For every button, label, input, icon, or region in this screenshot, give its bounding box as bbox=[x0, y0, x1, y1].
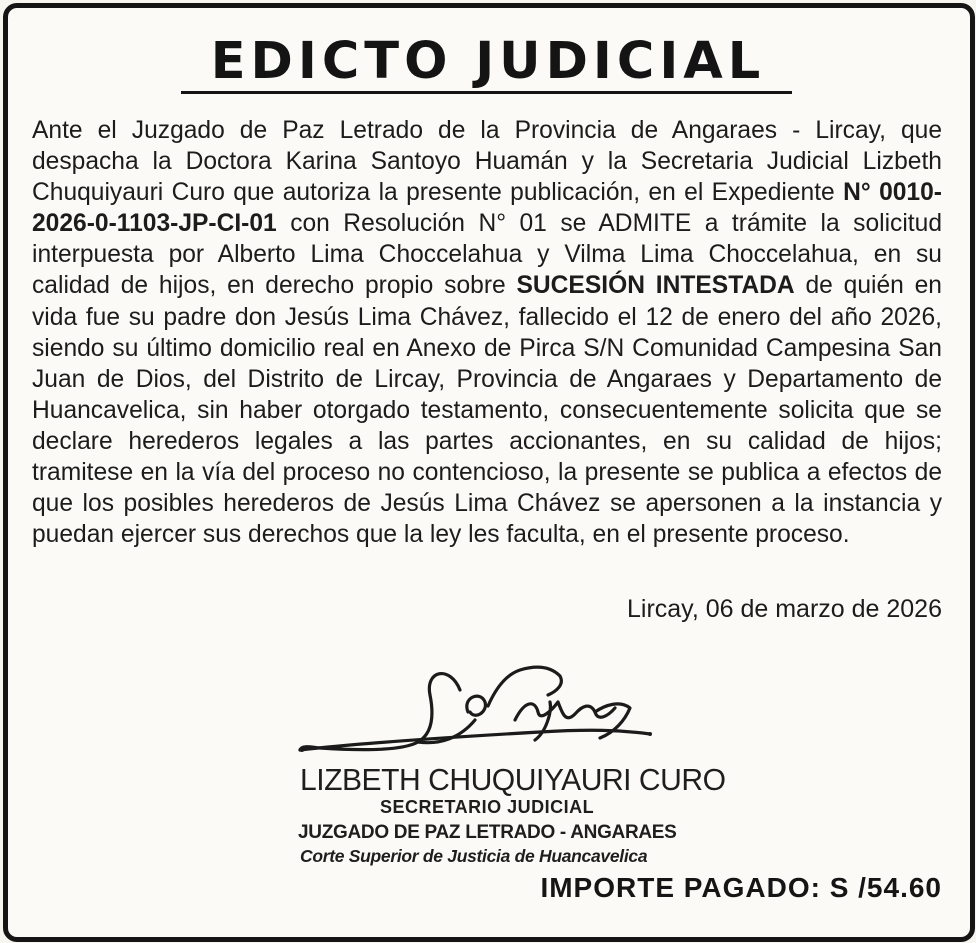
title-underline bbox=[181, 91, 792, 94]
edict-title: EDICTO JUDICIAL bbox=[210, 32, 766, 91]
stamp-name: LIZBETH CHUQUIYAURI CURO bbox=[300, 762, 726, 797]
body-segment: Ante el Juzgado de Paz Letrado de la Provincia de Angaraes - Lircay, que despacha la Doctora Karina Santoyo Huamán y la Secretaria Judicial Lizbeth Chuquiyauri Curo que autoriza la presente publicación, en el Expediente bbox=[32, 117, 942, 207]
edict-body bbox=[32, 115, 942, 550]
importe-pagado: IMPORTE PAGADO: S /54.60 bbox=[540, 872, 942, 903]
stamp-superior-court: Corte Superior de Justicia de Huancavelica bbox=[300, 846, 648, 866]
stamp-court: JUZGADO DE PAZ LETRADO - ANGARAES bbox=[298, 822, 677, 843]
body-segment: de quién en vida fue su padre don Jesús Lima Chávez, fallecido el 12 de enero del año 2026, siendo su último domicilio real en Anexo de Pirca S/N Comunidad Campesina San Juan de Dios, del Distrito de Lircay, Provincia de Angaraes y Departamento de Huancavelica, sin haber otorgado testamento, consecuentemente solicita que se declare herederos legales a las partes accionantes, en su calidad de hijos; tramitese en la vía del proceso no contencioso, la presente se publica a efectos de que los posibles herederos de Jesús Lima Chávez se apersonen a la instancia y puedan ejercer sus derechos que la ley les faculta, en el presente proceso. bbox=[32, 272, 942, 549]
body-segment: con Resolución N° 01 se ADMITE a trámite la solicitud interpuesta por Alberto Lima Choccelahua y Vilma Lima Choccelahua, en su calidad de hijos, en derecho propio sobre bbox=[32, 210, 942, 300]
handwritten-signature-icon bbox=[290, 650, 690, 770]
stamp-role: SECRETARIO JUDICIAL bbox=[380, 797, 595, 817]
sucesion-intestada-label: SUCESIÓN INTESTADA bbox=[516, 272, 795, 300]
expediente-number: N° 0010-2026-0-1103-JP-CI-01 bbox=[32, 179, 942, 238]
date-line: Lircay, 06 de marzo de 2026 bbox=[626, 595, 942, 623]
